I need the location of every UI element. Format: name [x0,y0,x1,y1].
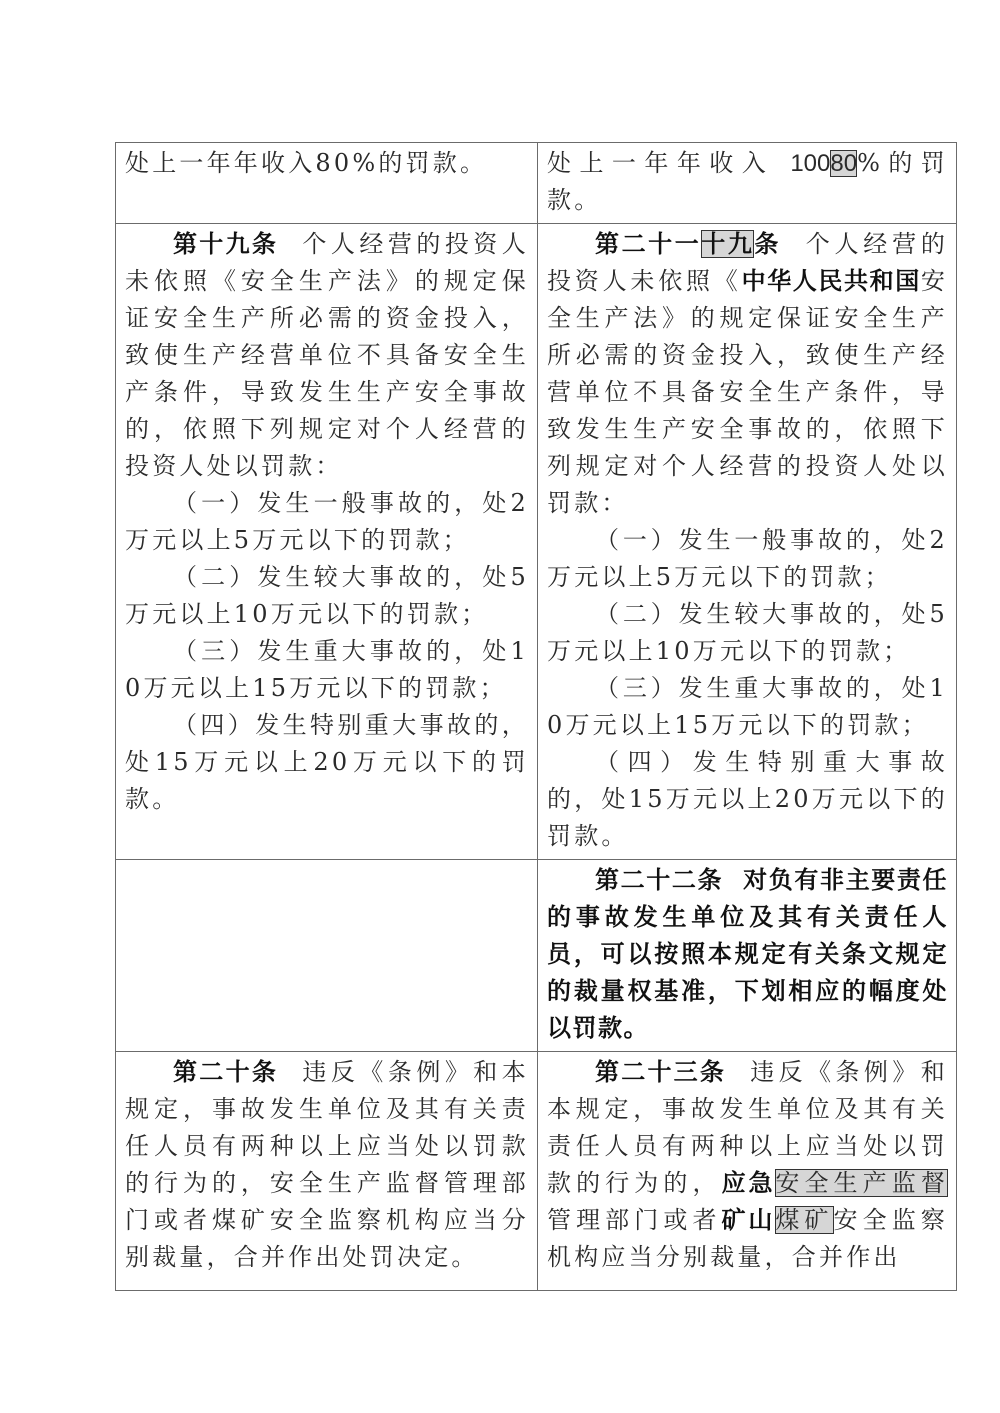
comparison-table [115,142,957,1291]
table-row [116,143,957,224]
article-paragraph [125,226,529,485]
article-number: 第二十三条 [595,1058,727,1086]
cell-revised [538,860,957,1052]
list-item: （二）发生较大事故的，处5万元以上10万元以下的罚款； [547,600,948,665]
cell-original [116,143,538,224]
article-body: 对负有非主要责任的事故发生单位及其有关责任人员，可以按照本规定有关条文规定的裁量权基准，下划相应的幅度处以罚款。 [547,866,948,1042]
article-body: 违反《条例》和本规定，事故发生单位及其有关责任人员有两种以上应当处以罚款的行为的，安全生产监督管理部门或者煤矿安全监察机构应当分别裁量，合并作出处罚决定。 [125,1058,529,1271]
cell-revised [538,224,957,860]
inserted-number: 100 [790,150,831,177]
inserted-text: 应急 [721,1169,776,1197]
article-number-deleted-highlight: 十九 [701,230,755,258]
list-item: （四）发生特别重大事故的，处15万元以上20万元以下的罚款。 [547,748,948,850]
inserted-article-paragraph [547,862,948,1047]
cell-original-empty [116,860,538,1052]
list-item: （三）发生重大事故的，处10万元以上15万元以下的罚款； [125,637,529,702]
inserted-text: 矿山 [721,1206,776,1234]
table-row [116,224,957,860]
article-body: 个人经营的投资人未依照《安全生产法》的规定保证安全生产所必需的资金投入，致使生产经营单位不具备安全生产条件，导致发生生产安全事故的，依照下列规定对个人经营的投资人处以罚款： [125,230,529,480]
deleted-text-highlight: 煤矿 [775,1206,834,1234]
article-number-inserted: 第二十一 [595,230,702,258]
deleted-text-highlight: 安全生产监督 [775,1169,949,1197]
cell-original [116,1052,538,1291]
article-body: 安全生产法》的规定保证安全生产所必需的资金投入，致使生产经营单位不具备安全生产条件，导致发生生产安全事故的，依照下列规定对个人经营的投资人处以罚款： [547,267,949,517]
revised-text [547,145,948,219]
list-item: （三）发生重大事故的，处10万元以上15万元以下的罚款； [547,674,948,739]
table-row [116,860,957,1052]
article-number: 第二十二条 [595,866,724,894]
table-row [116,1052,957,1291]
original-text: 处上一年年收入80%的罚款。 [125,149,488,177]
text-segment: 处上一年年收入 [547,149,775,177]
list-item: （一）发生一般事故的，处2万元以上5万元以下的罚款； [125,489,529,554]
article-body: 个人经营的投资人未依照《 [547,230,949,295]
article-body: 安全监察机构应当分别裁量，合并作出 [547,1206,948,1271]
article-paragraph [125,1054,529,1276]
cell-original [116,224,538,860]
cell-revised [538,1052,957,1291]
list-item: （四）发生特别重大事故的，处15万元以上20万元以下的罚款。 [125,711,529,813]
article-paragraph [547,226,948,522]
article-paragraph [547,1054,948,1276]
inserted-text: 中华人民共和国 [741,267,921,295]
text-segment: %的罚款。 [547,149,948,214]
article-number: 第十九条 [173,230,279,258]
article-body: 管理部门或者 [547,1206,722,1234]
deleted-number-highlight: 80 [830,150,858,177]
article-number: 第二十条 [173,1058,279,1086]
list-item: （一）发生一般事故的，处2万元以上5万元以下的罚款； [547,526,948,591]
article-body: 违反《条例》和本规定，事故发生单位及其有关责任人员有两种以上应当处以罚款的行为的， [547,1058,948,1197]
list-item: （二）发生较大事故的，处5万元以上10万元以下的罚款； [125,563,529,628]
cell-revised [538,143,957,224]
article-number-suffix: 条 [754,230,781,258]
